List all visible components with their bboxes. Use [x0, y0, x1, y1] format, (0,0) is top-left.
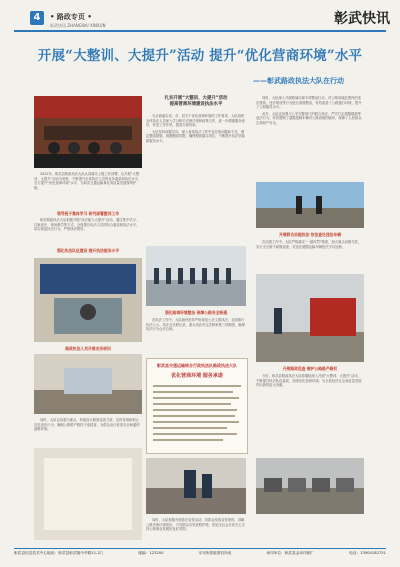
footer-printer: 本刊所排版准权所用 [198, 551, 232, 555]
left-caption-3: 路政执法人员开展业务培训 [65, 346, 111, 351]
truck-photo [256, 274, 364, 362]
left-caption-1: 领导班子集体学习 研究部署整训工作 [56, 211, 120, 216]
right-caption-2: 开展路政巡查 维护公路路产路权 [282, 366, 338, 371]
footer-address: 彰武县信息技术中心地址：彰武县彰武镇中华路11-2门 [14, 551, 104, 555]
notice-subtitle: 优化营商环境 服务承诺 [171, 373, 223, 379]
page-subhead: ——彰武路政执法大队在行动 [253, 77, 344, 85]
mid-para-3: 在执法工作中，大队始终坚持严格规范公正文明执法，全面推行执法公示、执法全过程记录、重大执法决定法制审核三项制度，确保执法行为合法合规。 [146, 318, 245, 332]
training-photo [34, 258, 142, 342]
mid-para-2: 大队坚持问题导向，深入查找执法工作中存在的问题和不足，制定整改措施，明确整改时限，确保整改落实到位，不断提升执法效能和服务水平。 [146, 129, 245, 143]
notice-title: 彰武县交通运输综合行政执法队路政执法大队 [157, 363, 237, 368]
masthead-logo: 彰武快讯 [334, 11, 390, 27]
issue-line: 彰武快讯 ZHANGWU XINXUN [50, 23, 106, 28]
page-number: 4 [30, 11, 44, 25]
right-caption-1: 开展联合治超执法 依法查处违法车辆 [278, 232, 342, 237]
left-para-1: 2022年，彰武县路政执法大队认真落实上级工作部署，以开展“大整训、大提升”活动为契机，不断提升全体执法人员的业务素质和执法水平，全力提升“优化营商环境”水平，为彰武交通运输事业高质量发展保驾护航。 [34, 172, 142, 190]
page-footer [14, 551, 386, 556]
header-divider [14, 30, 386, 32]
patrol-photo [34, 354, 142, 414]
right-para-1: 同时，大队深入开展路域环境专项整治行动，对公路用地范围内的违法建筑、违法堆放等行为进行清理整治，有效改善了公路通行环境，提升了公路服务水平。 [256, 96, 362, 110]
left-para-2: 彰武路政执法大队积极开展“执法能力大提升”活动，通过集中学习、以案说法、现场教学等方式，全面提升执法人员的综合素质和执法水平，切实规范执法行为，严格执法程序。 [34, 218, 140, 232]
left-caption-2: 强化执法队伍建设 提升执法服务水平 [56, 248, 120, 253]
middle-column [146, 96, 246, 532]
middle-article-title: 扎实开展“大整训、大提升”活动 提高营商环境建设执法水平 [164, 96, 228, 107]
footer-phone: 电话：13904182751 [349, 551, 386, 555]
publicity-photo [146, 458, 246, 514]
footer-editor: 承印单位：彰武县金阜印刷厂 [266, 551, 315, 555]
lineup-photo [146, 246, 246, 306]
document-photo [34, 448, 142, 540]
right-para-3: 在治超工作中，大队严格落实“一超四罚”制度，加大源头治理力度，实行全天候不间断巡查，对违法超限运输车辆依法予以处理。 [256, 240, 362, 249]
meeting-photo [34, 96, 142, 168]
page-headline: 开展“大整训、大提升”活动 提升“优化营商环境”水平 [37, 48, 363, 64]
footer-zip: 邮编：123200 [138, 551, 164, 555]
parking-lot-photo [256, 458, 364, 514]
section-label: • 路政专页 • [50, 13, 92, 21]
service-notice-board [146, 358, 248, 454]
mid-para-1: 为全面落实省、市、县关于优化营商环境的工作要求，大队组织全体执法人员深入学习相关法律法规和政策文件，进一步增强服务意识，转变工作作风，提高办事效率。 [146, 114, 245, 128]
mid-para-4: 同时，大队积极开展普法宣传活动，向群众发放宣传资料，讲解公路法律法规知识，引导群众自觉爱路护路，营造全社会共同关心支持公路事业发展的良好氛围。 [146, 518, 245, 532]
left-para-3: 同时，大队以治超为重点，持续加大路面巡查力度，及时发现和制止各类违法行为，确保公路路产路权不受侵害，为群众出行营造安全畅通的道路环境。 [34, 418, 140, 432]
right-para-2: 此外，大队还加强与公安交警部门的联合执法，严厉打击超限超载等违法行为，有效遏制了超限超载车辆对公路设施的破坏，保障了人民群众生命财产安全。 [256, 111, 362, 125]
right-para-4: 今后，彰武县路政执法大队将继续深入开展“大整训、大提升”活动，不断提升执法队伍素质，持续优化营商环境，为全县经济社会高质量发展作出新的更大贡献。 [256, 374, 362, 388]
footer-divider [14, 548, 386, 549]
mid-caption-1: 强化路域环境整治 保障公路安全畅通 [164, 310, 228, 315]
checkpoint-photo [256, 182, 364, 228]
